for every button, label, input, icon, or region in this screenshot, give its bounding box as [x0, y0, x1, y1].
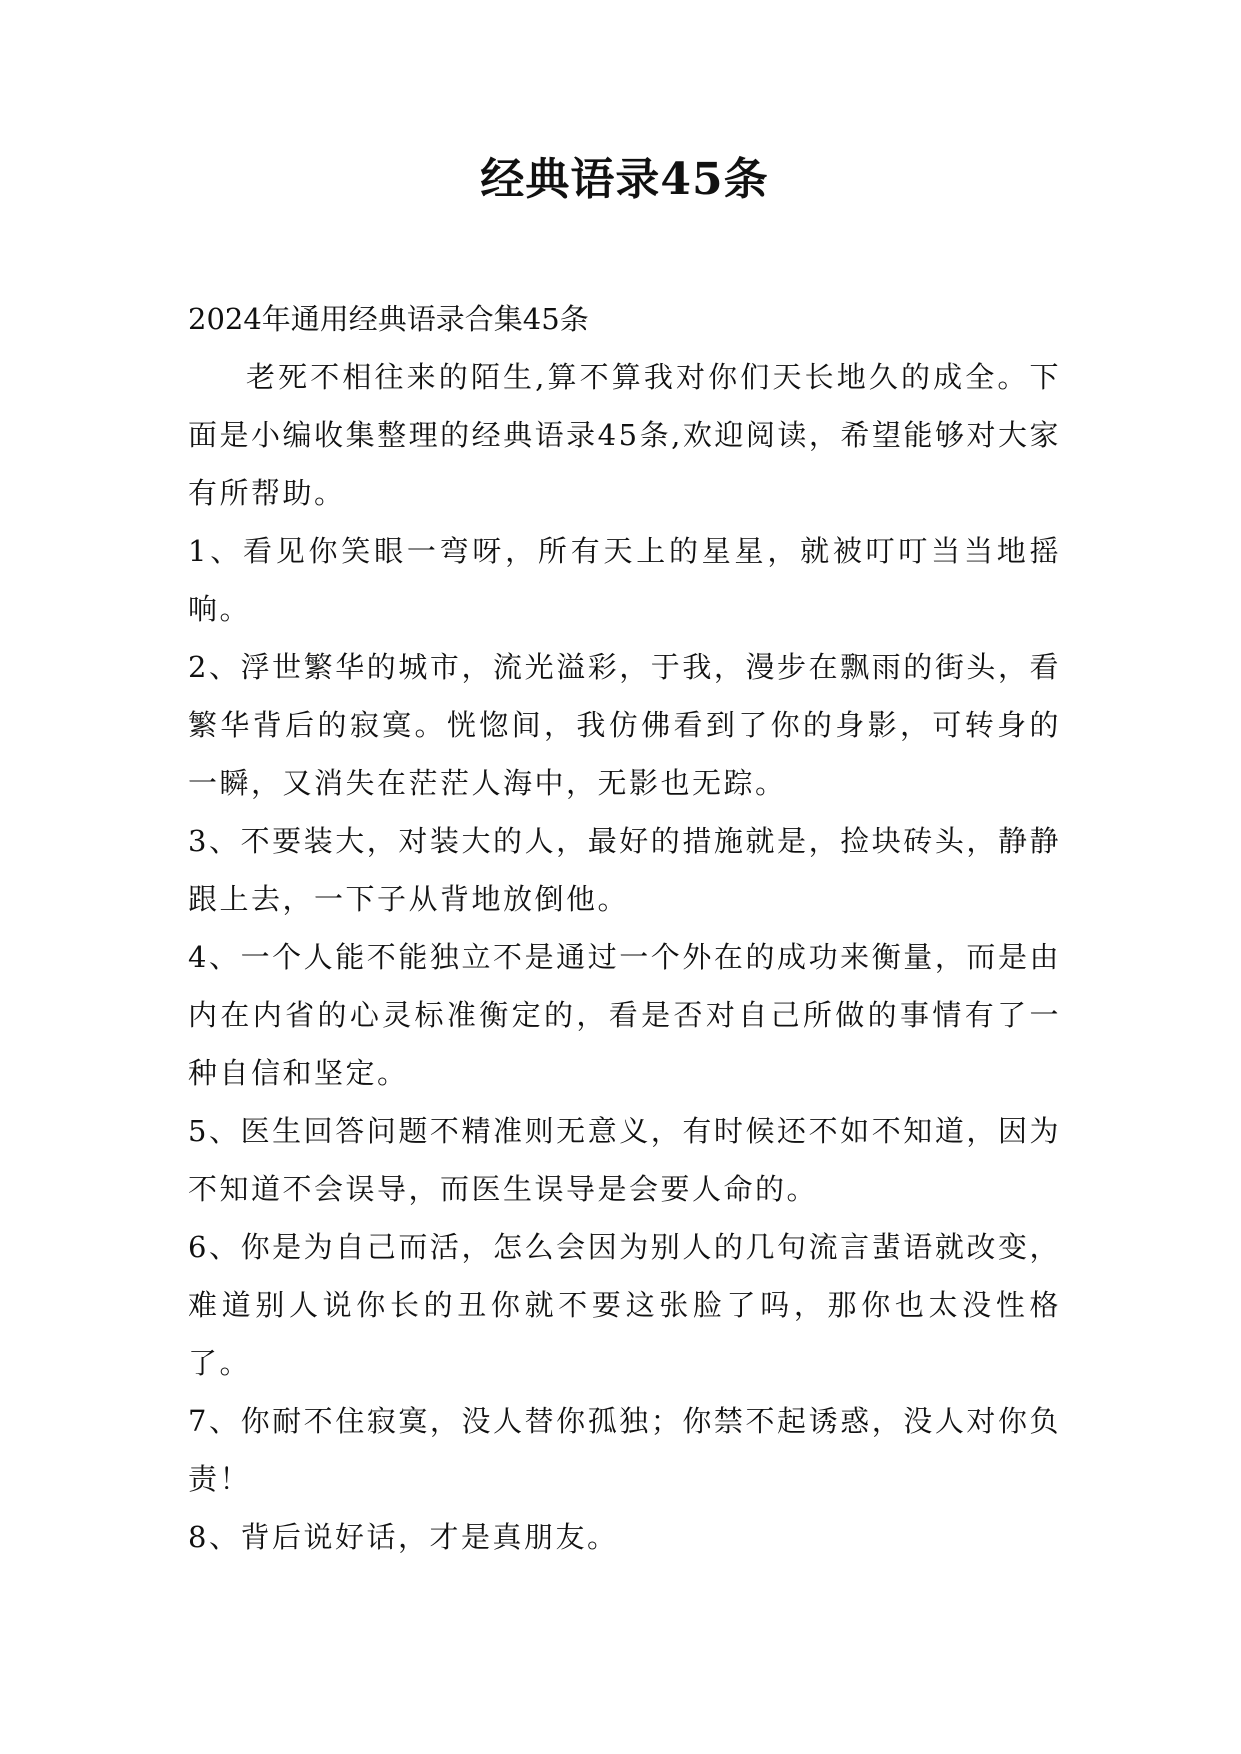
quote-item-4: 4、一个人能不能独立不是通过一个外在的成功来衡量，而是由内在内省的心灵标准衡定的，看是否对自己所做的事情有了一种自信和坚定。	[188, 940, 1061, 1090]
quote-item-5: 5、医生回答问题不精准则无意义，有时候还不如不知道，因为不知道不会误导，而医生误导是会要人命的。	[188, 1114, 1061, 1206]
quote-item-7: 7、你耐不住寂寞，没人替你孤独；你禁不起诱惑，没人对你负责！	[188, 1404, 1061, 1496]
quote-item-1: 1、看见你笑眼一弯呀，所有天上的星星，就被叮叮当当地摇响。	[188, 534, 1061, 626]
quote-item-3: 3、不要装大，对装大的人，最好的措施就是，捡块砖头，静静跟上去，一下子从背地放倒他。	[188, 824, 1061, 916]
intro-paragraph: 老死不相往来的陌生,算不算我对你们天长地久的成全。下面是小编收集整理的经典语录45条,欢迎阅读，希望能够对大家有所帮助。	[188, 360, 1061, 510]
quote-item-8: 8、背后说好话，才是真朋友。	[188, 1520, 619, 1554]
quote-item-6: 6、你是为自己而活，怎么会因为别人的几句流言蜚语就改变，难道别人说你长的丑你就不要这张脸了吗，那你也太没性格了。	[188, 1230, 1061, 1380]
document-subtitle: 2024年通用经典语录合集45条	[188, 302, 589, 336]
quote-item-2: 2、浮世繁华的城市，流光溢彩，于我，漫步在飘雨的街头，看繁华背后的寂寞。恍惚间，我仿佛看到了你的身影，可转身的一瞬，又消失在茫茫人海中，无影也无踪。	[188, 650, 1061, 800]
document-title: 经典语录45条	[480, 154, 769, 205]
